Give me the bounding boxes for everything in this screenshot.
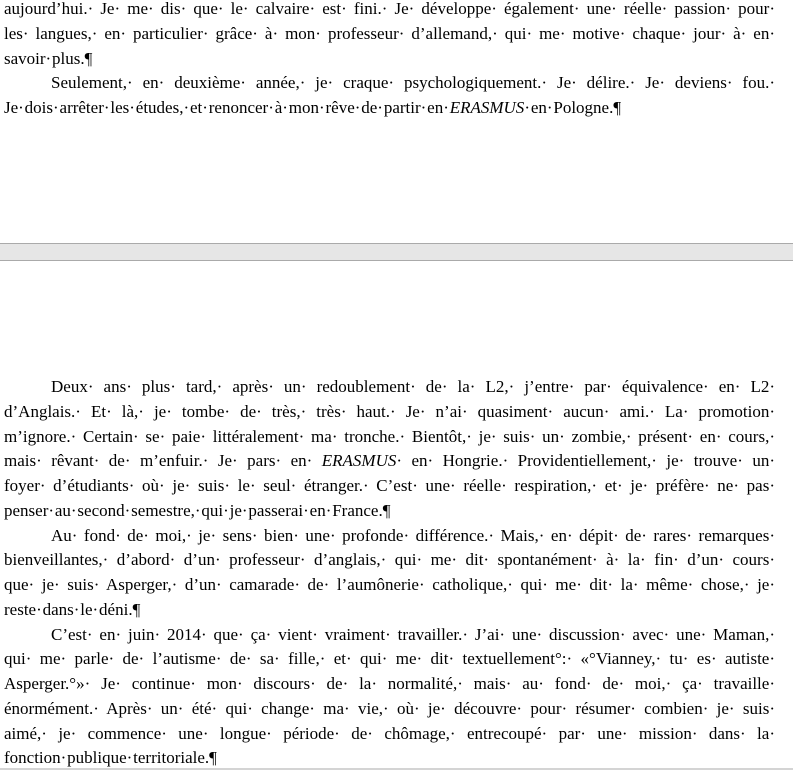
text-line[interactable] — [4, 598, 775, 623]
text-line[interactable] — [4, 548, 775, 573]
text-segment: penser· au· second· semestre,· qui· je· passerai· en· France.¶ — [4, 500, 391, 520]
text-line[interactable] — [4, 474, 775, 499]
text-segment: les· langues,· en· particulier· grâce· à· mon· professeur· d’allemand,· qui· me· motive· chaque· jour· à· en· — [4, 23, 775, 43]
text-line[interactable] — [4, 96, 775, 121]
text-line[interactable] — [4, 400, 775, 425]
text-line[interactable] — [4, 47, 775, 72]
text-segment: aimé,· je· commence· une· longue· période· de· chômage,· entrecoupé· par· une· mission· dans· la· — [4, 723, 775, 743]
text-segment: · en· Pologne.¶ — [524, 98, 622, 117]
text-segment: Je· dois· arrêter· les· études,· et· renoncer· à· mon· rêve· de· partir· en· — [4, 98, 450, 117]
text-segment: aujourd’hui.· Je· me· dis· que· le· calvaire· est· fini.· Je· développe· également· une· réelle· passion· pour· — [4, 0, 775, 18]
italic-text-segment: ERASMUS — [449, 98, 525, 117]
text-segment: mais· rêvant· de· m’enfuir.· Je· pars· en· — [4, 451, 322, 471]
page-1[interactable] — [0, 0, 793, 243]
text-line[interactable] — [4, 623, 775, 648]
page-2[interactable] — [0, 261, 793, 770]
text-segment: foyer· d’étudiants· où· je· suis· le· seul· étranger.· C’est· une· réelle· respiration,· et· je· préfère· ne· pas· — [4, 476, 775, 495]
text-line[interactable] — [4, 672, 775, 697]
text-segment: fonction· publique· territoriale.¶ — [4, 748, 217, 768]
text-line[interactable] — [4, 697, 775, 722]
text-line[interactable] — [4, 647, 775, 672]
text-line[interactable] — [4, 0, 775, 22]
text-segment: que· je· suis· Asperger,· d’un· camarade· de· l’aumônerie· catholique,· qui· me· dit· la· même· chose,· je· — [4, 575, 775, 594]
text-line[interactable] — [4, 71, 775, 96]
text-segment: m’ignore.· Certain· se· paie· littéralement· ma· tronche.· Bientôt,· je· suis· un· zombie,· présent· en· cours,· — [4, 426, 775, 446]
text-segment: Au· fond· de· moi,· je· sens· bien· une· profonde· différence.· Mais,· en· dépit· de· rares· remarques· — [51, 525, 775, 545]
text-segment: Deux· ans· plus· tard,· après· un· redoublement· de· la· L2,· j’entre· par· équivalence· en· L2· — [51, 377, 775, 396]
text-segment: reste· dans· le· déni.¶ — [4, 599, 141, 619]
text-line[interactable] — [4, 499, 775, 524]
text-segment: Asperger.°»· Je· continue· mon· discours· de· la· normalité,· mais· au· fond· de· moi,· ça· travaille· — [4, 674, 775, 693]
text-segment: qui· me· parle· de· l’autisme· de· sa· fille,· et· qui· me· dit· textuellement°:· «°Vianney,· tu· es· autiste· — [4, 649, 775, 669]
text-line[interactable] — [4, 425, 775, 450]
text-segment: C’est· en· juin· 2014· que· ça· vient· vraiment· travailler.· J’ai· une· discussion· avec· une· Maman,· — [51, 624, 775, 644]
text-segment: énormément.· Après· un· été· qui· change· ma· vie,· où· je· découvre· pour· résumer· combien· je· suis· — [4, 698, 775, 718]
text-segment: savoir· plus.¶ — [4, 48, 93, 68]
text-line[interactable] — [4, 449, 775, 474]
text-line[interactable] — [4, 722, 775, 747]
text-segment: d’Anglais.· Et· là,· je· tombe· de· très,· très· haut.· Je· n’ai· quasiment· aucun· ami.· La· promotion· — [4, 401, 775, 421]
text-line[interactable] — [4, 573, 775, 598]
italic-text-segment: ERASMUS — [321, 451, 397, 471]
text-segment: Seulement,· en· deuxième· année,· je· craque· psychologiquement.· Je· délire.· Je· deviens· fou.· — [51, 73, 775, 93]
page-break-gap[interactable] — [0, 243, 793, 261]
text-line[interactable] — [4, 375, 775, 400]
text-line[interactable] — [4, 746, 775, 770]
text-line[interactable] — [4, 524, 775, 549]
page-1-text-block — [4, 0, 775, 121]
text-segment: · en· Hongrie.· Providentiellement,· je· trouve· un· — [396, 451, 775, 471]
page-2-text-block — [4, 375, 775, 770]
text-line[interactable] — [4, 22, 775, 47]
text-segment: bienveillantes,· d’abord· d’un· professeur· d’anglais,· qui· me· dit· spontanément· à· la· fin· d’un· cours· — [4, 550, 775, 570]
